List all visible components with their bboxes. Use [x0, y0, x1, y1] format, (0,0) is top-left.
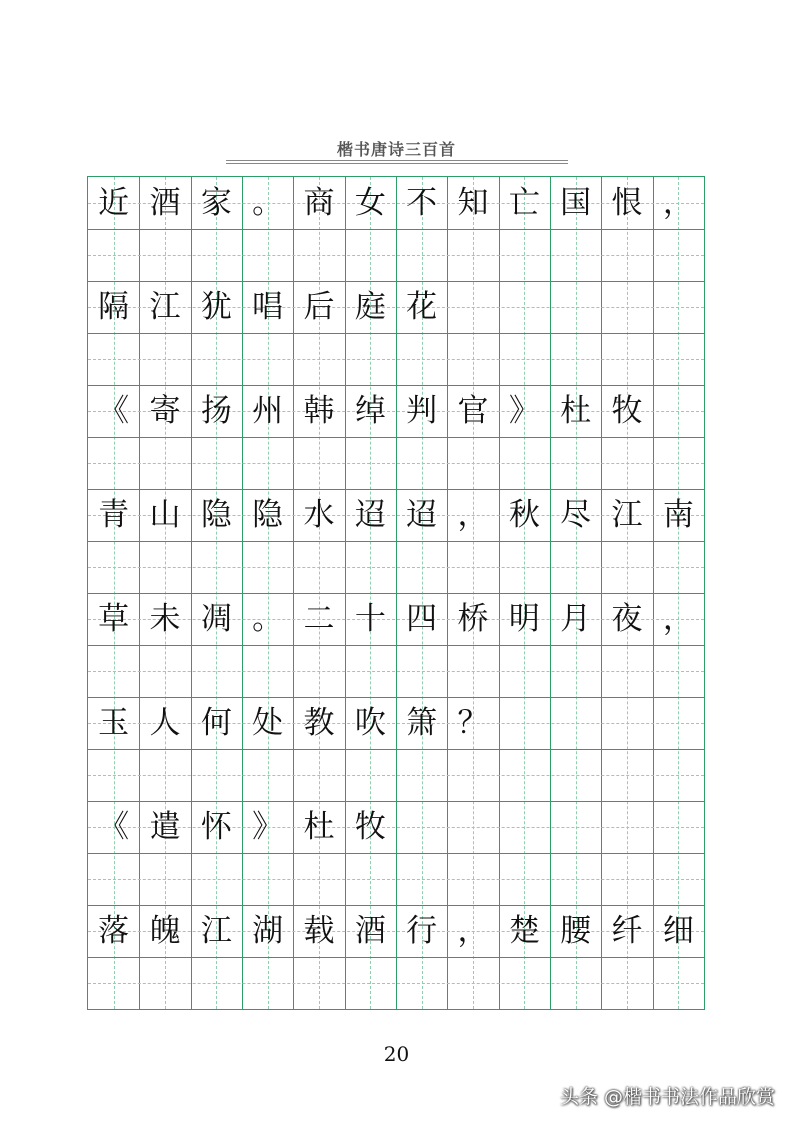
- grid-character: 隐: [200, 497, 232, 533]
- grid-guide-horizontal: [88, 567, 704, 568]
- grid-character: 女: [354, 185, 386, 221]
- grid-character: 江: [200, 913, 232, 949]
- page-title: 楷书唐诗三百首: [336, 140, 456, 159]
- grid-character: 楚: [508, 913, 540, 949]
- grid-character: 》: [508, 393, 540, 429]
- grid-row-line: [88, 437, 704, 438]
- grid-character: 玉: [98, 705, 130, 741]
- grid-character: 明: [508, 601, 540, 637]
- grid-character: 亡: [508, 185, 540, 221]
- grid-character: 遣: [149, 809, 181, 845]
- grid-character: 官: [457, 393, 489, 429]
- grid-character: 判: [406, 393, 438, 429]
- grid-character: 桥: [457, 601, 489, 637]
- grid-character: 细: [662, 913, 694, 949]
- grid-row-line: [88, 957, 704, 958]
- grid-character: 酒: [149, 185, 181, 221]
- grid-character: 夜: [611, 601, 643, 637]
- grid-character: 花: [406, 289, 438, 325]
- grid-guide-horizontal: [88, 359, 704, 360]
- grid-row-line: [88, 541, 704, 542]
- grid-row-line: [88, 749, 704, 750]
- grid-character: 家: [200, 185, 232, 221]
- grid-character: 恨: [611, 185, 643, 221]
- grid-character: 隔: [98, 289, 130, 325]
- grid-guide-horizontal: [88, 879, 704, 880]
- grid-character: 青: [98, 497, 130, 533]
- grid-character: 国: [560, 185, 592, 221]
- grid-character: 落: [98, 913, 130, 949]
- watermark: 头条 @楷书书法作品欣赏: [559, 1086, 775, 1108]
- grid-character: 南: [662, 497, 694, 533]
- grid-character: 州: [252, 393, 284, 429]
- grid-character: 后: [303, 289, 335, 325]
- grid-row-line: [88, 853, 704, 854]
- grid-character: 江: [611, 497, 643, 533]
- grid-character: 水: [303, 497, 335, 533]
- grid-character: 寄: [149, 393, 181, 429]
- grid-character: 不: [406, 185, 438, 221]
- grid-character: 杜: [560, 393, 592, 429]
- grid-character: 山: [149, 497, 181, 533]
- grid-character: 凋: [200, 601, 232, 637]
- grid-character: 《: [98, 393, 130, 429]
- grid-character: ？: [457, 705, 489, 741]
- grid-guide-horizontal: [88, 671, 704, 672]
- grid-character: 牧: [354, 809, 386, 845]
- grid-guide-horizontal: [88, 983, 704, 984]
- grid-guide-horizontal: [88, 463, 704, 464]
- grid-character: 知: [457, 185, 489, 221]
- title-underline-secondary: [226, 163, 568, 164]
- grid-character: 未: [149, 601, 181, 637]
- grid-character: 处: [252, 705, 284, 741]
- grid-guide-horizontal: [88, 775, 704, 776]
- grid-character: 庭: [354, 289, 386, 325]
- grid-character: 》: [252, 809, 284, 845]
- grid-guide-horizontal: [88, 255, 704, 256]
- grid-row-line: [88, 645, 704, 646]
- grid-character: 商: [303, 185, 335, 221]
- grid-character: 四: [406, 601, 438, 637]
- grid-character: 《: [98, 809, 130, 845]
- grid-character: 。: [252, 601, 284, 637]
- grid-character: 吹: [354, 705, 386, 741]
- grid-character: 牧: [611, 393, 643, 429]
- grid-character: 载: [303, 913, 335, 949]
- grid-character: ，: [457, 497, 489, 533]
- grid-character: 杜: [303, 809, 335, 845]
- grid-character: 纤: [611, 913, 643, 949]
- grid-character: 人: [149, 705, 181, 741]
- grid-character: 箫: [406, 705, 438, 741]
- grid-character: 迢: [406, 497, 438, 533]
- grid-character: 酒: [354, 913, 386, 949]
- grid-character: 腰: [560, 913, 592, 949]
- page-number: 20: [383, 1042, 410, 1066]
- grid-character: 魄: [149, 913, 181, 949]
- grid-character: 行: [406, 913, 438, 949]
- grid-character: 教: [303, 705, 335, 741]
- grid-character: 草: [98, 601, 130, 637]
- grid-character: 唱: [252, 289, 284, 325]
- grid-character: 隐: [252, 497, 284, 533]
- grid-character: ，: [662, 185, 694, 221]
- title-underline: [226, 160, 568, 161]
- grid-character: 尽: [560, 497, 592, 533]
- grid-character: 犹: [200, 289, 232, 325]
- grid-row-line: [88, 333, 704, 334]
- grid-row-line: [88, 229, 704, 230]
- grid-character: 秋: [508, 497, 540, 533]
- grid-character: 绰: [354, 393, 386, 429]
- grid-character: 二: [303, 601, 335, 637]
- grid-character: 十: [354, 601, 386, 637]
- grid-character: 月: [560, 601, 592, 637]
- grid-character: 江: [149, 289, 181, 325]
- grid-character: 迢: [354, 497, 386, 533]
- grid-character: 湖: [252, 913, 284, 949]
- grid-character: ，: [457, 913, 489, 949]
- calligraphy-grid: [87, 176, 705, 1010]
- grid-character: ，: [662, 601, 694, 637]
- grid-character: 扬: [200, 393, 232, 429]
- grid-character: 近: [98, 185, 130, 221]
- grid-character: 怀: [200, 809, 232, 845]
- grid-character: 。: [252, 185, 284, 221]
- grid-character: 韩: [303, 393, 335, 429]
- grid-character: 何: [200, 705, 232, 741]
